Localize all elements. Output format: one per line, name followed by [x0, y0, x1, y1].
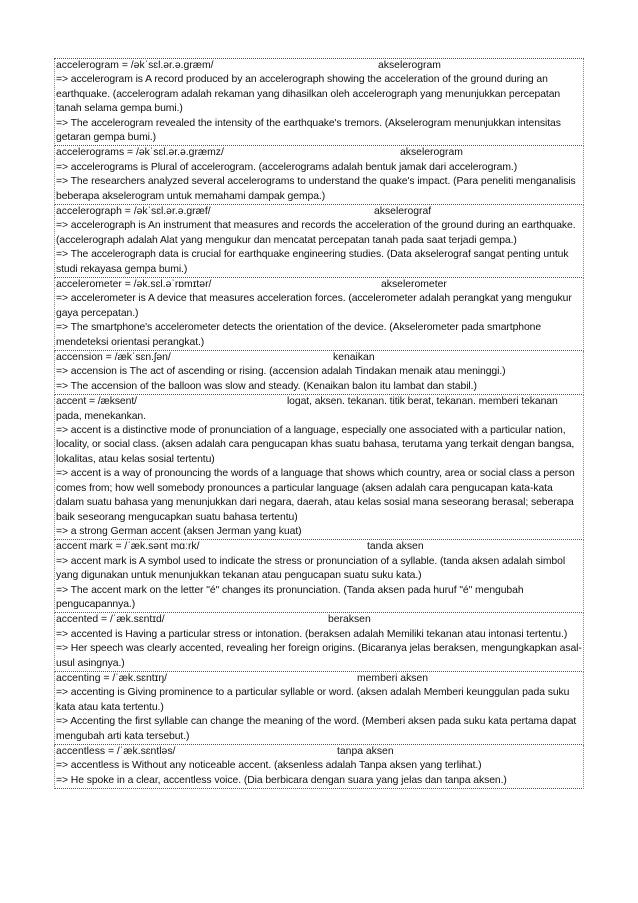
entry-example: => The accension of the balloon was slow and steady. (Kenaikan balon itu lambat dan stabil.) — [56, 380, 477, 392]
entry-definition: => accent mark is A symbol used to indicate the stress or pronunciation of a syllable. (tanda aksen adalah simbol yang digunakan untuk menunjukkan tekanan atau pengucapan suatu suku kata.) — [56, 555, 566, 582]
dictionary-entry — [54, 395, 584, 540]
entry-example: => Her speech was clearly accented, revealing her foreign origins. (Bicaranya jelas beraksen, mengungkapkan asal-usul asingnya.) — [56, 643, 582, 669]
dictionary-entry — [54, 672, 584, 745]
entry-headline — [56, 278, 583, 292]
entry-example: => He spoke in a clear, accentless voice. (Dia berbicara dengan suara yang jelas dan tanpa aksen.) — [56, 774, 507, 786]
dictionary-entry — [54, 745, 584, 789]
entry-headline — [56, 351, 583, 365]
entry-example: => Accenting the first syllable can change the meaning of the word. (Memberi aksen pada suku kata pertama dapat mengubah arti kata tersebut.) — [56, 716, 577, 742]
entry-term: accelerograph = /əkˈsɛl.ər.ə.ɡræf/ — [56, 206, 211, 218]
entry-headline — [56, 745, 583, 759]
entry-definition: => accension is The act of ascending or rising. (accension adalah Tindakan menaik atau meninggi.) — [56, 366, 506, 378]
dictionary-entry — [54, 540, 584, 613]
dictionary-entry — [54, 205, 584, 278]
entry-term: accentless = /ˈæk.sɛntləs/ — [56, 745, 176, 757]
entry-translation: akselerograf — [374, 206, 432, 218]
entry-translation: memberi aksen — [357, 672, 429, 684]
entry-translation: logat, aksen. tekanan. titik berat, tekanan. memberi tekanan pada, menekankan. — [56, 396, 558, 422]
dictionary-sheet — [54, 58, 584, 789]
entry-term: accelerometer = /ək.sɛl.əˈrɒmɪtər/ — [56, 279, 212, 291]
entry-example: => The accelerogram revealed the intensity of the earthquake's tremors. (Akselerogram menunjukkan intensitas getaran gempa bumi.) — [56, 117, 561, 144]
entry-headline — [56, 613, 583, 627]
entry-definition: => accelerograph is An instrument that measures and records the acceleration of the ground during an earthquake. (accelerograph adalah Alat yang mengukur dan mencatat percepatan tanah pada saat terjadi gempa.) — [56, 220, 576, 246]
entry-definition: => accent is a distinctive mode of pronunciation of a language, especially one associated with a particular nation, locality, or social class. (aksen adalah cara pengucapan khas suatu bahasa, terutama yang terkait dengan bangsa, lokalitas, atau kelas sosial tertentu) — [56, 425, 575, 465]
entry-definition: => accent is a way of pronouncing the words of a language that shows which country, area or social class a person comes from; how well somebody pronounces a particular language (aksen adalah cara pengucapan kata-kata dalam suatu bahasa yang menunjukkan dari negara, daerah, atau kelas sosial mana seseorang berasal; seberapa baik seseorang mengucapkan suatu bahasa tertentu) — [56, 468, 575, 523]
entry-translation: tanda aksen — [367, 541, 424, 553]
entry-definition: => accentless is Without any noticeable accent. (aksenless adalah Tanpa aksen yang terlihat.) — [56, 760, 482, 772]
entry-definition: => accelerometer is A device that measures acceleration forces. (accelerometer adalah perangkat yang mengukur gaya percepatan.) — [56, 293, 572, 319]
entry-example: => The researchers analyzed several accelerograms to understand the quake's impact. (Para peneliti menganalisis beberapa akselerogram untuk memahami dampak gempa.) — [56, 176, 576, 202]
dictionary-entry — [54, 351, 584, 395]
entry-translation: beraksen — [328, 614, 371, 626]
entry-headline — [56, 540, 583, 554]
entry-translation: kenaikan — [333, 352, 375, 364]
entry-translation: akselerogram — [400, 147, 463, 159]
entry-definition: => accenting is Giving prominence to a particular syllable or word. (aksen adalah Memberi keunggulan pada suku kata atau kata tertentu.) — [56, 687, 570, 713]
entry-definition: => accelerograms is Plural of accelerogram. (accelerograms adalah bentuk jamak dari accelerogram.) — [56, 161, 518, 173]
entry-translation: akselerogram — [378, 60, 441, 71]
entry-translation: tanpa aksen — [337, 745, 394, 757]
entry-translation: akselerometer — [381, 279, 447, 291]
entry-term: accension = /ækˈsɛn.ʃən/ — [56, 352, 171, 364]
entry-example: => The accent mark on the letter "é" changes its pronunciation. (Tanda aksen pada huruf "é" mengubah pengucapannya.) — [56, 584, 524, 610]
entry-example: => The smartphone's accelerometer detects the orientation of the device. (Akselerometer pada smartphone mendeteksi orientasi perangkat.) — [56, 322, 542, 348]
entry-example: => a strong German accent (aksen Jerman yang kuat) — [56, 525, 302, 537]
entry-term: accent mark = /ˈæk.sənt mɑːrk/ — [56, 541, 200, 553]
entry-term: accelerogram = /əkˈsɛl.ər.ə.ɡræm/ — [56, 60, 214, 71]
dictionary-entry — [54, 146, 584, 205]
entry-term: accelerograms = /əkˈsɛl.ər.ə.ɡræmz/ — [56, 147, 224, 159]
entry-headline — [56, 205, 583, 219]
dictionary-entry — [54, 59, 584, 146]
entry-term: accenting = /ˈæk.sɛntɪŋ/ — [56, 672, 167, 684]
entry-definition: => accented is Having a particular stress or intonation. (beraksen adalah Memiliki tekanan atau intonasi tertentu.) — [56, 628, 568, 640]
dictionary-entry — [54, 613, 584, 672]
entry-headline — [56, 395, 583, 424]
entry-headline — [56, 59, 583, 73]
entry-headline — [56, 146, 583, 160]
entry-term: accent = /æksent/ — [56, 396, 137, 408]
entry-example: => The accelerograph data is crucial for earthquake engineering studies. (Data akselerograf sangat penting untuk studi rekayasa gempa bumi.) — [56, 249, 569, 275]
entry-term: accented = /ˈæk.sɛntɪd/ — [56, 614, 165, 626]
dictionary-entry — [54, 278, 584, 351]
entry-definition: => accelerogram is A record produced by an accelerograph showing the acceleration of the ground during an earthquake. (accelerogram adalah rekaman yang dihasilkan oleh accelerograph yang menunjukkan percepatan tanah selama gempa bumi.) — [56, 74, 561, 115]
entry-headline — [56, 672, 583, 686]
